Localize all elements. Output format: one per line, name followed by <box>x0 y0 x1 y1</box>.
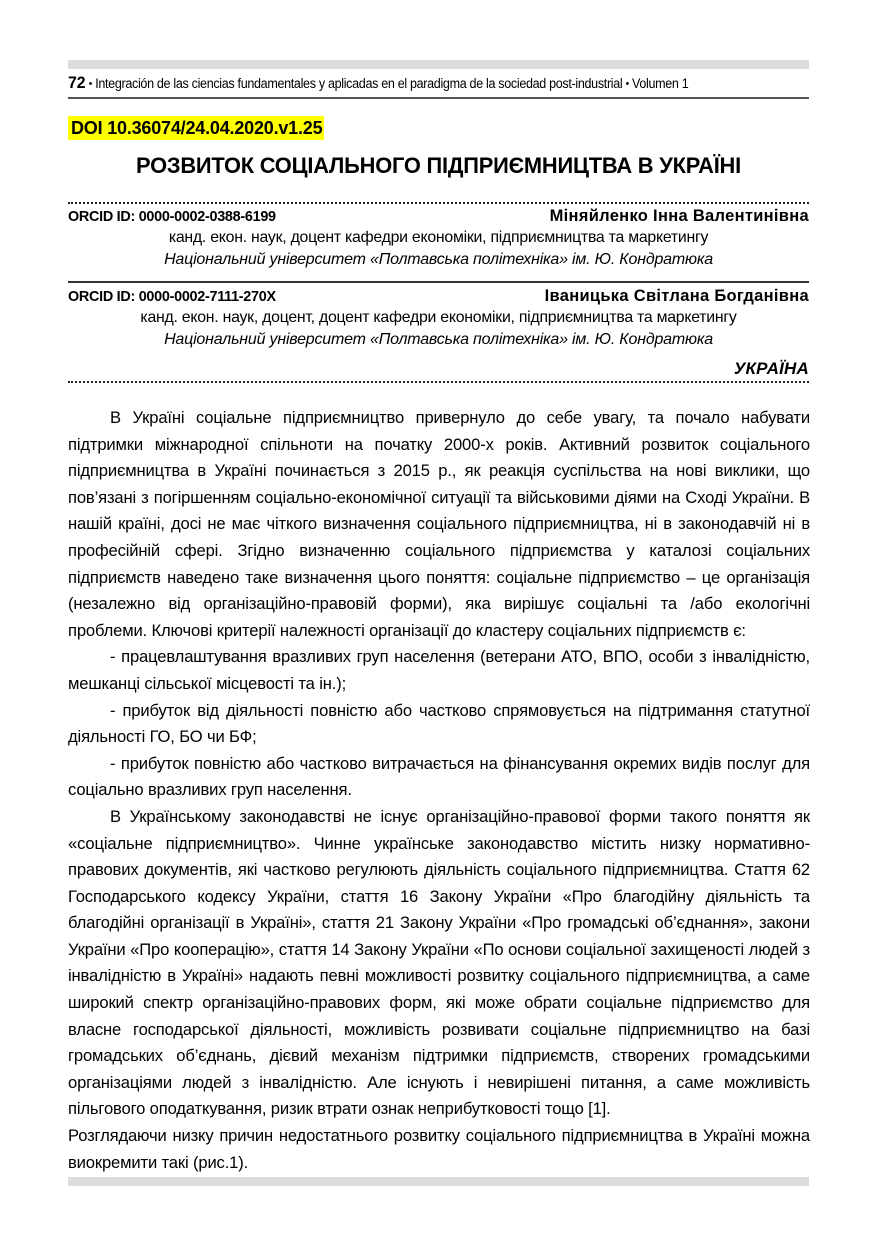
doi-container <box>68 116 324 140</box>
country-label: УКРАЇНА <box>733 359 809 378</box>
doi-label: DOI 10.36074/24.04.2020.v1.25 <box>68 116 324 140</box>
author-name-1: Міняйленко Інна Валентинівна <box>549 207 809 225</box>
author-separator-bottom <box>68 381 809 383</box>
article-title: РОЗВИТОК СОЦІАЛЬНОГО ПІДПРИЄМНИЦТВА В УКРАЇНІ <box>135 153 742 178</box>
bullet-separator-right: • <box>625 78 629 90</box>
author-separator-top <box>68 202 809 204</box>
body-paragraph: В Україні соціальне підприємництво привернуло до себе увагу, та почало набувати підтримки міжнародної спільноти на початку 2000-х років. Активний розвиток соціального підприємництва в Україні починається з 2015 р., як реакція суспільства на нові виклики, що пов’язані з погіршенням соціально-економічної ситуації та військовими діями на Сході України. В нашій країні, досі не має чіткого визначення соціального підприємництва, ні в законодавчій ні в професійній сфері. Згідно визначенню соціального підприємства у каталозі соціальних підприємств наведено таке визначення цього поняття: соціальне підприємство – це організація (незалежно від організаційно-правовій форми), яка вирішує соціальні та /або екологічні проблеми. Ключові критерії належності організації до кластеру соціальних підприємств є: <box>68 408 810 640</box>
author-orcid-1: ORCID ID: 0000-0002-0388-6199 <box>68 208 276 225</box>
author-block-2 <box>68 286 809 351</box>
author-row-1 <box>68 206 809 227</box>
body-paragraph: - прибуток від діяльності повністю або частково спрямовується на підтримання статутної діяльності ГО, БО чи БФ; <box>68 700 810 747</box>
article-body <box>68 405 810 1176</box>
body-paragraph: В Українському законодавстві не існує організаційно-правової форми такого поняття як «соціальне підприємництво». Чинне українське законодавство містить низку нормативно-правових документів, які частково регулюють діяльність соціального підприємництва. Стаття 62 Господарського кодексу України, стаття 16 Закону України «Про благодійну діяльність та благодійні організації в Україні», стаття 21 Закону України «Про громадські об’єднання», закони України «Про кооперацію», стаття 14 Закону України «По основи соціальної захищеності людей з інвалідністю в Україні» надають певні можливості розвитку соціального підприємництва, а саме широкий спектр організаційно-правових форм, які може обрати соціальне підприємство для власне господарської діяльності, можливість розвивати соціальне підприємництво на базі громадських об’єднань, дієвий механізм підтримки підприємств, створених громадськими організаціями людей з інвалідністю. Але існують і невирішені питання, а саме можливість пільгового оподаткування, ризик втрати ознак неприбутковості тощо [1]. <box>68 806 810 1119</box>
author-position-2: канд. екон. наук, доцент, доцент кафедри економіки, підприємництва та маркетингу <box>140 309 737 326</box>
body-paragraph: - працевлаштування вразливих груп населення (ветерани АТО, ВПО, особи з інвалідністю, мешканці сільської місцевості та ін.); <box>68 647 810 693</box>
body-paragraph: Розглядаючи низку причин недостатнього розвитку соціального підприємництва в Україні можна виокремити такі (рис.1). <box>68 1126 810 1172</box>
bullet-separator-left: • <box>88 78 93 90</box>
bottom-decorative-bar <box>68 1177 809 1186</box>
author-separator-middle <box>68 281 809 283</box>
body-paragraph: - прибуток повністю або частково витрачається на фінансування окремих видів послуг для соціально вразливих груп населення. <box>68 753 810 800</box>
top-decorative-bar <box>68 60 809 69</box>
author-orcid-2: ORCID ID: 0000-0002-7111-270X <box>68 288 276 305</box>
page-number: 72 <box>68 73 86 92</box>
running-head <box>68 74 757 93</box>
author-affiliation-2: Національний університет «Полтавська політехніка» ім. Ю. Кондратюка <box>164 331 713 348</box>
volume-label: Volumen 1 <box>632 76 689 91</box>
author-name-2: Іваницька Світлана Богданівна <box>544 287 809 305</box>
journal-title: Integración de las ciencias fundamentales y aplicadas en el paradigma de la sociedad post-industrial <box>95 76 623 91</box>
running-head-rule <box>68 97 809 99</box>
author-block-1 <box>68 206 809 271</box>
author-affiliation-1: Національний університет «Полтавська політехніка» ім. Ю. Кондратюка <box>164 251 713 268</box>
author-row-2 <box>68 286 809 307</box>
author-position-1: канд. екон. наук, доцент кафедри економіки, підприємництва та маркетингу <box>168 229 709 246</box>
